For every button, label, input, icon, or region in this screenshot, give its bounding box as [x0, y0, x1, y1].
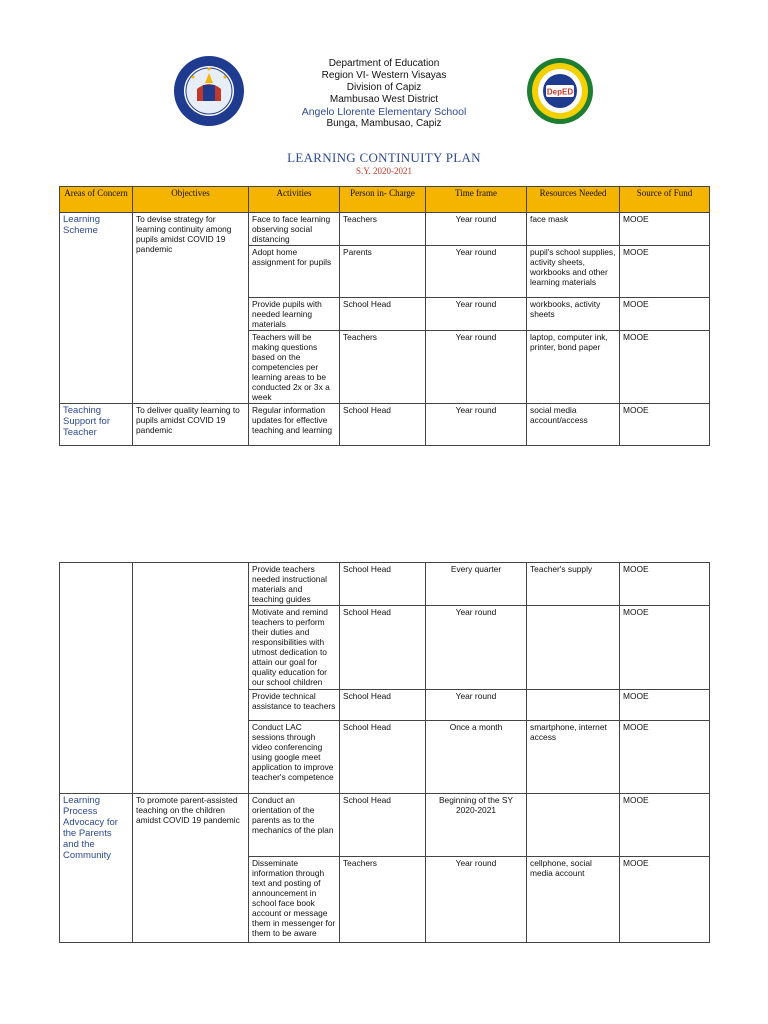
district-name: Mambusao West District — [329, 94, 439, 105]
objective — [133, 563, 249, 794]
plan-table-page-2 — [59, 562, 710, 943]
person-in-charge: School Head — [340, 563, 426, 606]
activity: Regular information updates for effective teaching and learning — [249, 404, 340, 446]
time-frame: Year round — [426, 404, 527, 446]
resources — [527, 794, 620, 857]
person-in-charge: School Head — [340, 721, 426, 794]
document-title: LEARNING CONTINUITY PLAN — [287, 150, 481, 165]
area-of-concern: Teaching Support for Teacher — [60, 404, 133, 446]
time-frame: Year round — [426, 246, 527, 298]
activity: Disseminate information through text and posting of announcement in school face book account or message them in messenger for them to be aware — [249, 857, 340, 943]
time-frame: Year round — [426, 213, 527, 246]
time-frame: Once a month — [426, 721, 527, 794]
time-frame: Year round — [426, 298, 527, 331]
table-row — [60, 794, 710, 857]
column-header: Resources Needed — [527, 187, 620, 213]
area-of-concern: Learning Process Advocacy for the Parents and the Community — [60, 794, 133, 943]
column-header: Person in- Charge — [340, 187, 426, 213]
fund-source: MOOE — [620, 213, 710, 246]
school-name: Angelo Llorente Elementary School — [301, 106, 467, 118]
column-header: Time frame — [426, 187, 527, 213]
activity: Teachers will be making questions based on the competencies per learning areas to be conducted 2x or 3x a week — [249, 331, 340, 404]
resources: Teacher's supply — [527, 563, 620, 606]
fund-source: MOOE — [620, 606, 710, 690]
activity: Conduct LAC sessions through video conferencing using google meet application to improve teacher's competence — [249, 721, 340, 794]
person-in-charge: School Head — [340, 404, 426, 446]
school-year: S.Y. 2020-2021 — [355, 166, 413, 176]
activity: Motivate and remind teachers to perform their duties and responsibilities with utmost dedication to attain our goal for quality education for our school children — [249, 606, 340, 690]
time-frame: Beginning of the SY 2020-2021 — [426, 794, 527, 857]
time-frame: Year round — [426, 606, 527, 690]
table-header-row — [60, 187, 710, 213]
table-row — [60, 404, 710, 446]
svg-text:DepED: DepED — [546, 87, 574, 97]
activity: Provide pupils with needed learning materials — [249, 298, 340, 331]
resources: face mask — [527, 213, 620, 246]
time-frame: Year round — [426, 857, 527, 943]
person-in-charge: Teachers — [340, 213, 426, 246]
column-header: Source of Fund — [620, 187, 710, 213]
objective: To devise strategy for learning continuity among pupils amidst COVID 19 pandemic — [133, 213, 249, 404]
resources: laptop, computer ink, printer, bond paper — [527, 331, 620, 404]
area-of-concern: Learning Scheme — [60, 213, 133, 404]
activity: Provide technical assistance to teachers — [249, 690, 340, 721]
table-row — [60, 213, 710, 246]
activity: Face to face learning observing social distancing — [249, 213, 340, 246]
fund-source: MOOE — [620, 563, 710, 606]
person-in-charge: Parents — [340, 246, 426, 298]
objective: To promote parent-assisted teaching on the children amidst COVID 19 pandemic — [133, 794, 249, 943]
resources: social media account/access — [527, 404, 620, 446]
time-frame: Year round — [426, 331, 527, 404]
resources — [527, 690, 620, 721]
fund-source: MOOE — [620, 298, 710, 331]
activity: Adopt home assignment for pupils — [249, 246, 340, 298]
fund-source: MOOE — [620, 331, 710, 404]
person-in-charge: School Head — [340, 298, 426, 331]
person-in-charge: School Head — [340, 690, 426, 721]
activity: Provide teachers needed instructional materials and teaching guides — [249, 563, 340, 606]
resources: pupil's school supplies, activity sheets, workbooks and other learning materials — [527, 246, 620, 298]
time-frame: Every quarter — [426, 563, 527, 606]
school-seal-right — [526, 57, 594, 125]
letterhead — [0, 58, 768, 130]
division-name: Division of Capiz — [346, 82, 422, 93]
table-row — [60, 563, 710, 606]
department-name: Department of Education — [328, 58, 440, 69]
resources: workbooks, activity sheets — [527, 298, 620, 331]
fund-source: MOOE — [620, 794, 710, 857]
person-in-charge: Teachers — [340, 857, 426, 943]
region-name: Region VI- Western Visayas — [321, 70, 447, 81]
resources — [527, 606, 620, 690]
resources: smartphone, internet access — [527, 721, 620, 794]
plan-table-page-1 — [59, 186, 710, 446]
fund-source: MOOE — [620, 857, 710, 943]
fund-source: MOOE — [620, 721, 710, 794]
person-in-charge: School Head — [340, 794, 426, 857]
column-header: Activities — [249, 187, 340, 213]
activity: Conduct an orientation of the parents as to the mechanics of the plan — [249, 794, 340, 857]
column-header: Areas of Concern — [60, 187, 133, 213]
objective: To deliver quality learning to pupils amidst COVID 19 pandemic — [133, 404, 249, 446]
person-in-charge: Teachers — [340, 331, 426, 404]
fund-source: MOOE — [620, 246, 710, 298]
fund-source: MOOE — [620, 404, 710, 446]
column-header: Objectives — [133, 187, 249, 213]
person-in-charge: School Head — [340, 606, 426, 690]
time-frame: Year round — [426, 690, 527, 721]
resources: cellphone, social media account — [527, 857, 620, 943]
area-of-concern — [60, 563, 133, 794]
school-address: Bunga, Mambusao, Capiz — [326, 118, 442, 129]
fund-source: MOOE — [620, 690, 710, 721]
